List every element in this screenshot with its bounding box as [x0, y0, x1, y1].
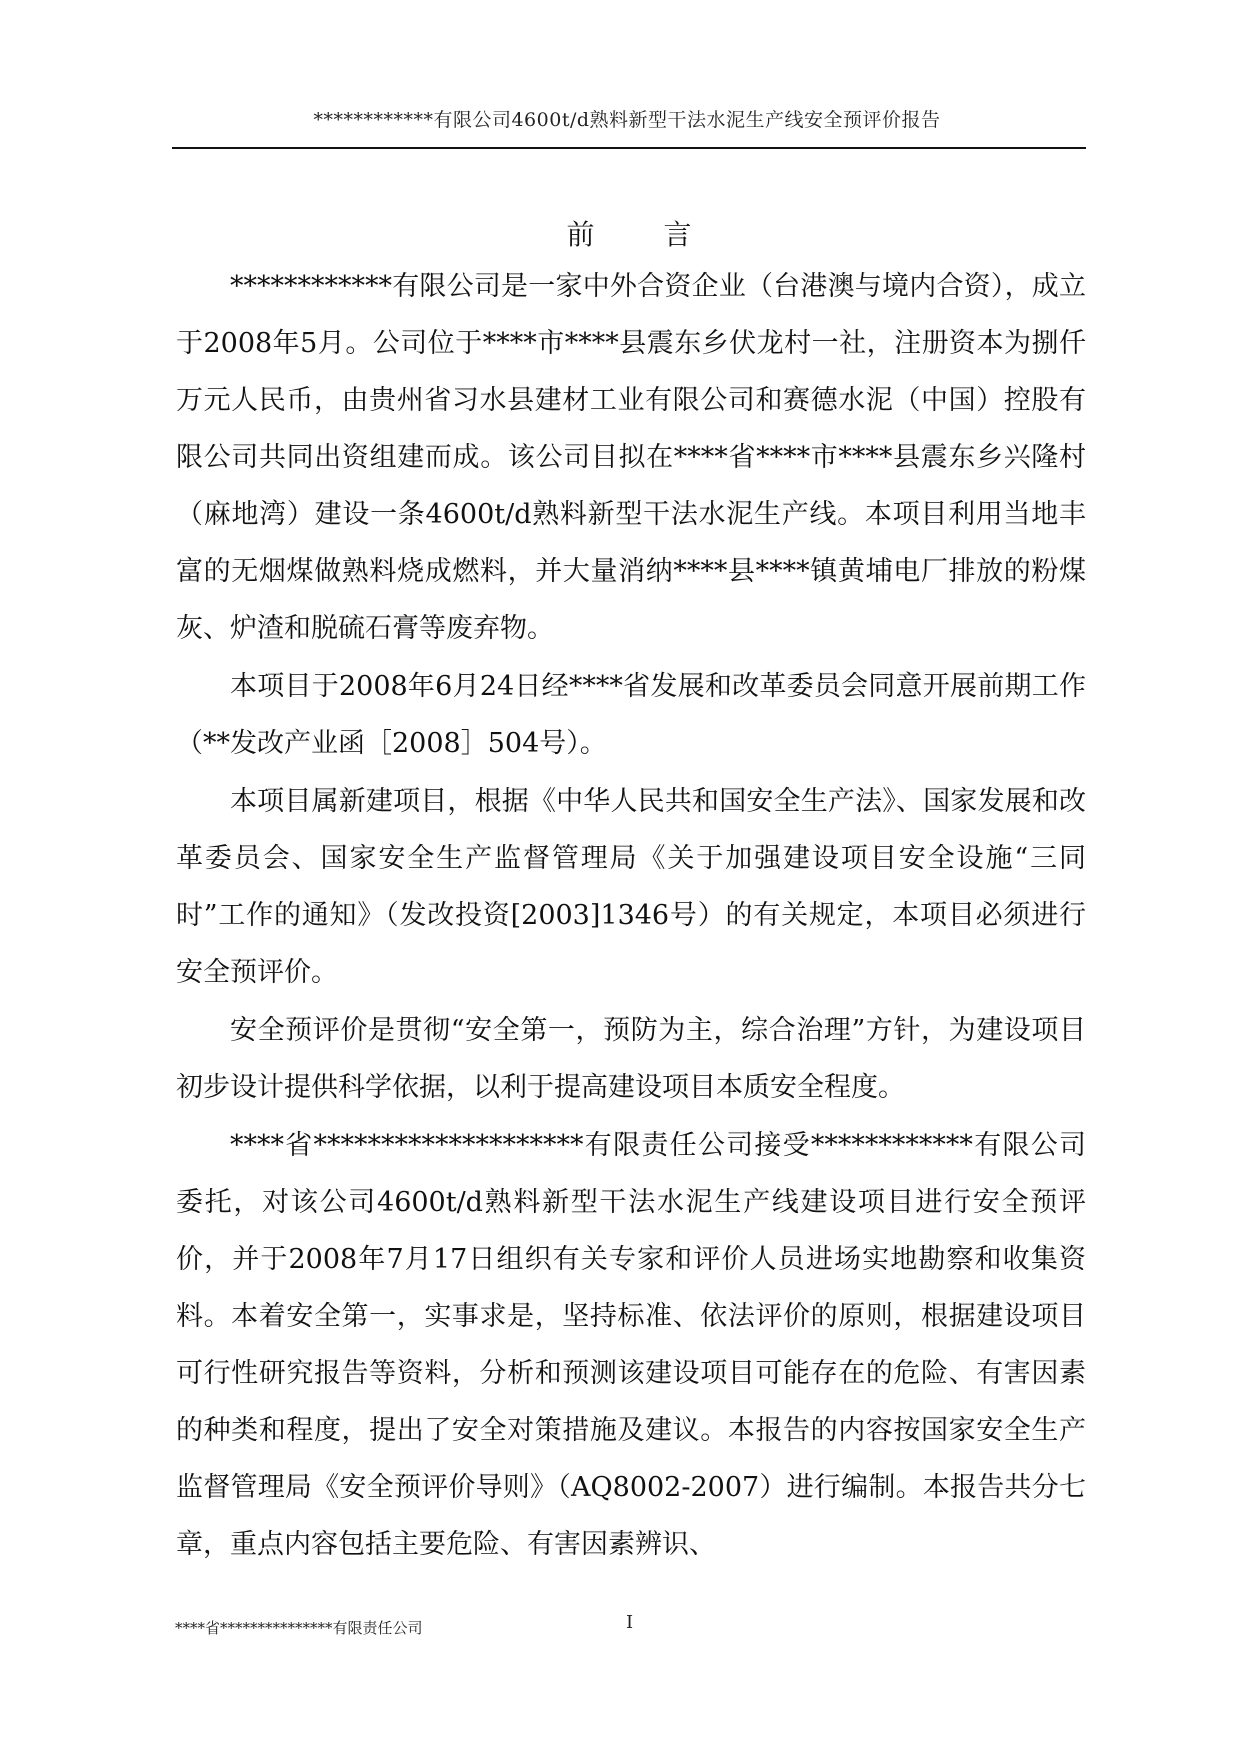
paragraph-purpose: 安全预评价是贯彻“安全第一，预防为主，综合治理”方针，为建设项目初步设计提供科学依据，以利于提高建设项目本质安全程度。 [176, 1015, 1086, 1103]
page-number: I [626, 1612, 634, 1633]
paragraph-evaluation-process: ****省********************有限责任公司接受************有限公司委托，对该公司4600t/d熟料新型干法水泥生产线建设项目进行安全预评价，并于2008年7月17日组织有关专家和评价人员进场实地勘察和收集资料。本着安全第一，实事求是，坚持标准、依法评价的原则，根据建设项目可行性研究报告等资料，分析和预测该建设项目可能存在的危险、有害因素的种类和程度，提出了安全对策措施及建议。本报告的内容按国家安全生产监督管理局《安全预评价导则》（AQ8002-2007）进行编制。本报告共分七章，重点内容包括主要危险、有害因素辨识、 [176, 1130, 1086, 1560]
paragraph-approval: 本项目于2008年6月24日经****省发展和改革委员会同意开展前期工作（**发改产业函［2008］504号）。 [176, 671, 1086, 759]
running-header: ************有限公司4600t/d熟料新型干法水泥生产线安全预评价报告 [313, 109, 941, 131]
paragraph-company-intro: ************有限公司是一家中外合资企业（台港澳与境内合资），成立于2008年5月。公司位于****市****县震东乡伏龙村一社，注册资本为捌仟万元人民币，由贵州省习水县建材工业有限公司和赛德水泥（中国）控股有限公司共同出资组建而成。该公司目拟在****省****市****县震东乡兴隆村（麻地湾）建设一条4600t/d熟料新型干法水泥生产线。本项目利用当地丰富的无烟煤做熟料烧成燃料，并大量消纳****县****镇黄埔电厂排放的粉煤灰、炉渣和脱硫石膏等废弃物。 [176, 271, 1086, 644]
paragraph-legal-basis: 本项目属新建项目，根据《中华人民共和国安全生产法》、国家发展和改革委员会、国家安全生产监督管理局《关于加强建设项目安全设施“三同时”工作的通知》（发改投资[2003]1346号）的有关规定，本项目必须进行安全预评价。 [176, 786, 1086, 988]
footer-company: ****省***************有限责任公司 [175, 1619, 423, 1637]
header-divider [172, 147, 1086, 149]
body-text [176, 258, 1086, 1574]
page-title: 前 言 [566, 218, 722, 251]
